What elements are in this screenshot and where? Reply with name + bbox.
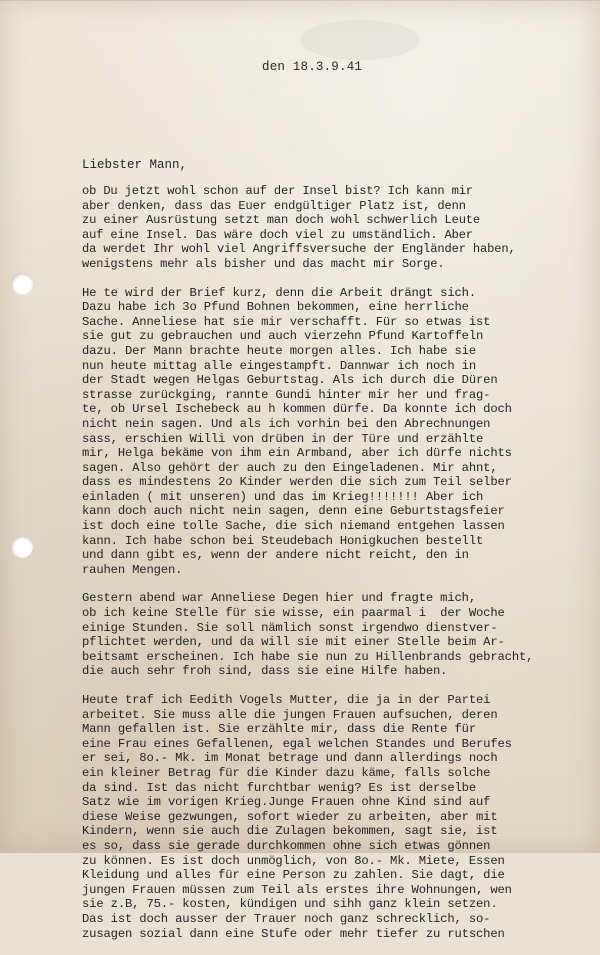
text-line: nicht nein sagen. Und als ich vorhin bei den Abrechnungen [82,416,491,431]
text-line: da sind. Ist das nicht furchtbar wenig? Es ist derselbe [82,780,477,795]
text-line: sagen. Also gehört der auch zu den Eingeladenen. Mir ahnt, [82,460,498,475]
text-line: Satz wie im vorigen Krieg.Junge Frauen ohne Kind sind auf [82,795,491,810]
text-line: die auch sehr froh sind, dass sie eine Hilfe haben. [82,664,448,679]
letter-paragraph [82,286,582,578]
text-line: strasse zurückging, rannte Gundi hinter mir her und frag- [82,387,491,402]
text-line: Kleidung und alles für eine Person zu zahlen. Sie dagt, die [82,868,505,883]
text-line: pflichtet werden, und da will sie mit einer Stelle beim Ar- [82,635,505,650]
text-line: der Stadt wegen Helgas Geburtstag. Als ich durch die Düren [82,373,498,388]
text-line: kann doch auch nicht nein sagen, denn eine Geburtstagsfeier [82,504,505,519]
text-line: auf eine Insel. Das wäre doch viel zu umständlich. Aber [82,227,473,242]
letter-paragraph [82,591,582,679]
text-line: Mann gefallen ist. Sie erzählte mir, dass die Rente für [82,722,477,737]
paper-stain [300,20,420,60]
text-line: ist doch eine tolle Sache, die sich niemand entgehen lassen [82,519,505,534]
text-line: es so, dass sie gerade durchkommen ohne sich etwas gönnen [82,838,491,853]
text-line: sie gut zu gebrauchen und auch vierzehn Pfund Kartoffeln [82,329,484,344]
letter-date: den 18.3.9.41 [262,60,363,74]
text-line: te, ob Ursel Ischebeck au h kommen dürfe. Da konnte ich doch [82,402,512,417]
text-line: einige Stunden. Sie soll nämlich sonst irgendwo dienstver- [82,620,498,635]
text-line: eine Frau eines Gefallenen, egal welchen Standes und Berufes [82,736,512,751]
text-line: beitsamt erscheinen. Ich habe sie nun zu Hillenbrands gebracht, [82,649,534,664]
text-line: ein kleiner Betrag für die Kinder dazu käme, falls solche [82,765,491,780]
text-line: mir, Helga bekäme von ihm ein Armband, aber ich dürfe nichts [82,446,512,461]
text-line: diese Weise gezwungen, sofort wieder zu arbeiten, aber mit [82,809,498,824]
text-line: ob Du jetzt wohl schon auf der Insel bist? Ich kann mir [82,184,473,198]
text-line: dazu. Der Mann brachte heute morgen alles. Ich habe sie [82,343,477,358]
text-line: zu einer Ausrüstung setzt man doch wohl schwerlich Leute [82,213,481,228]
text-line: jungen Frauen müssen zum Teil als erstes ihre Wohnungen, wen [82,882,512,897]
text-line: kann. Ich habe schon bei Steudebach Honigkuchen bestellt [82,533,484,548]
letter-paragraph [82,693,582,941]
text-line: und dann gibt es, wenn der andere nicht reicht, den in [82,548,469,563]
text-line: zusagen sozial dann eine Stufe oder mehr tiefer zu rutschen [82,926,505,941]
text-line: sie z.B, 75.- kosten, kündigen und sihh ganz klein setzen. [82,897,498,912]
punch-hole-top [11,273,33,295]
text-line: sass, erschien Willi von drüben in der Türe und erzählte [82,431,484,446]
text-line: da werdet Ihr wohl viel Angriffsversuche der Engländer haben, [82,242,516,257]
text-line: He te wird der Brief kurz, denn die Arbeit drängt sich. [82,285,477,300]
text-line: Heute traf ich Eedith Vogels Mutter, die ja in der Partei [82,693,491,707]
letter-salutation: Liebster Mann, [82,158,188,172]
text-line: aber denken, dass das Euer endgültiger Platz ist, denn [82,198,466,213]
text-line: nun heute mittag alle eingestampft. Dannwar ich noch in [82,358,477,373]
punch-hole-bottom [11,536,33,558]
text-line: einladen ( mit unseren) und das im Krieg!!!!!!! Aber ich [82,489,484,504]
text-line: Gestern abend war Anneliese Degen hier und fragte mich, [82,591,477,606]
text-line: ob ich keine Stelle für sie wisse, ein paarmal i der Woche [82,606,505,621]
text-line: dass es mindestens 2o Kinder werden die sich zum Teil selber [82,475,512,490]
text-line: arbeitet. Sie muss alle die jungen Frauen aufsuchen, deren [82,707,498,722]
text-line: Dazu habe ich 3o Pfund Bohnen bekommen, eine herrliche [82,300,469,315]
text-line: Sache. Anneliese hat sie mir verschafft. Für so etwas ist [82,314,491,329]
letter-paragraph [82,184,582,272]
paper-edge [0,0,600,1]
text-line: wenigstens mehr als bisher und das macht mir Sorge. [82,256,445,271]
text-line: zu können. Es ist doch unmöglich, von 8o.- Mk. Miete, Essen [82,853,505,868]
text-line: Das ist doch ausser der Trauer noch ganz schrecklich, so- [82,911,491,926]
text-line: Kindern, wenn sie auch die Zulagen bekommen, sagt sie, ist [82,824,498,839]
letter-body [82,184,582,955]
text-line: rauhen Mengen. [82,562,183,577]
text-line: er sei, 8o.- Mk. im Monat betrage und dann allerdings noch [82,751,498,766]
